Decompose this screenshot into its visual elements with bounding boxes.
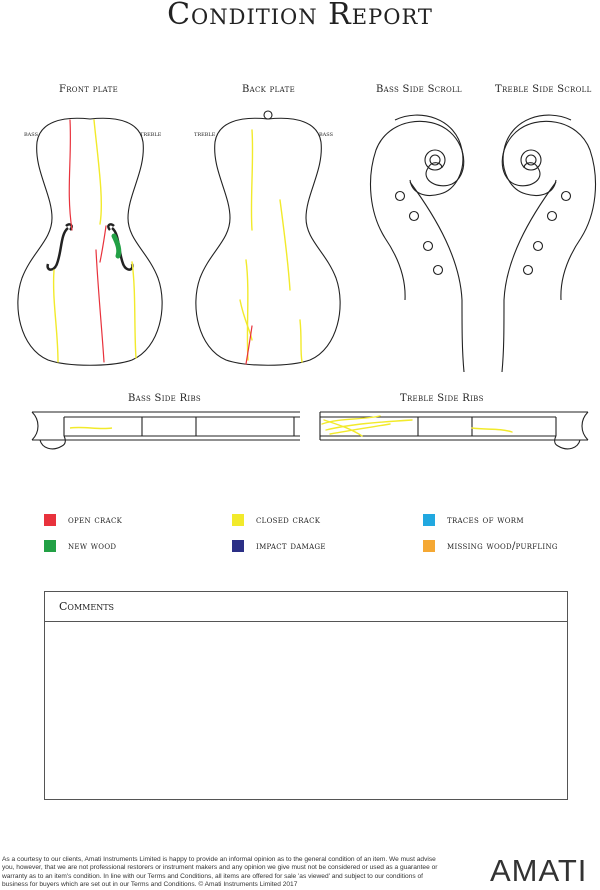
back-treble-label: treble	[194, 130, 216, 138]
treble-ribs-closed-cracks	[322, 416, 512, 436]
legend-swatch	[423, 540, 435, 552]
front-closed-crack-1	[94, 120, 101, 224]
legend-swatch	[232, 514, 244, 526]
back-bass-label: bass	[319, 130, 334, 138]
legend-swatch	[44, 514, 56, 526]
legend-label: open crack	[68, 514, 123, 526]
amati-logo: AMATI	[490, 853, 588, 888]
back-closed-crack-3	[246, 260, 248, 360]
bass-scroll-label: Bass Side Scroll	[376, 84, 462, 95]
disclaimer-text: As a courtesy to our clients, Amati Instruments Limited is happy to provide an informal opinion as to the general condition of an item. We must advise you, however, that we are not professional restorers or instrument makers and any opinion we give must not be considered or used as a guarantee or warranty as to an item's condition. In line with our Terms and Conditions, all items are offered for sale 'as viewed' and subject to our conditions of business for buyers which are set out in our Terms and Conditions. © Amati Instruments Limited 2017	[2, 856, 438, 888]
legend-item-closed-crack	[232, 513, 320, 527]
treble-ribs-label: Treble Side Ribs	[400, 393, 484, 404]
legend-item-open-crack	[44, 513, 122, 527]
front-new-wood	[114, 236, 119, 256]
front-treble-label: treble	[140, 130, 162, 138]
front-closed-crack-2	[54, 270, 58, 362]
front-open-crack-3	[100, 226, 106, 262]
back-closed-crack-5	[300, 320, 302, 362]
front-open-crack-1	[69, 120, 72, 230]
legend-label: traces of worm	[447, 514, 524, 526]
legend-item-impact-damage	[232, 539, 326, 553]
legend-label: new wood	[68, 540, 117, 552]
front-bass-label: bass	[24, 130, 39, 138]
front-plate-diagram	[18, 118, 162, 365]
legend-item-traces-of-worm	[423, 513, 524, 527]
legend-label: closed crack	[256, 514, 321, 526]
front-closed-crack-3	[132, 262, 136, 358]
legend-label: impact damage	[256, 540, 326, 552]
comments-heading: Comments	[45, 592, 567, 622]
bass-ribs-diagram	[32, 412, 300, 449]
back-closed-crack-2	[280, 200, 290, 290]
bass-ribs-closed-crack	[70, 427, 112, 428]
back-closed-crack-4	[240, 300, 252, 340]
legend-swatch	[423, 514, 435, 526]
treble-ribs-diagram	[320, 412, 588, 449]
legend-item-new-wood	[44, 539, 116, 553]
legend-label: missing wood/purfling	[447, 540, 558, 552]
comments-box	[44, 591, 568, 800]
front-open-crack-2	[96, 250, 104, 362]
comments-area[interactable]	[45, 622, 567, 799]
page-title: Condition Report	[167, 0, 433, 32]
back-plate-diagram	[196, 111, 340, 365]
treble-scroll-diagram	[502, 115, 596, 372]
bass-scroll-diagram	[370, 115, 464, 372]
treble-scroll-label: Treble Side Scroll	[495, 84, 592, 95]
front-plate-label: Front plate	[59, 84, 119, 95]
back-closed-crack-1	[251, 130, 252, 230]
legend-swatch	[44, 540, 56, 552]
legend-item-missing-wood	[423, 539, 558, 553]
back-plate-label: Back plate	[242, 84, 295, 95]
legend-swatch	[232, 540, 244, 552]
bass-ribs-label: Bass Side Ribs	[128, 393, 202, 404]
